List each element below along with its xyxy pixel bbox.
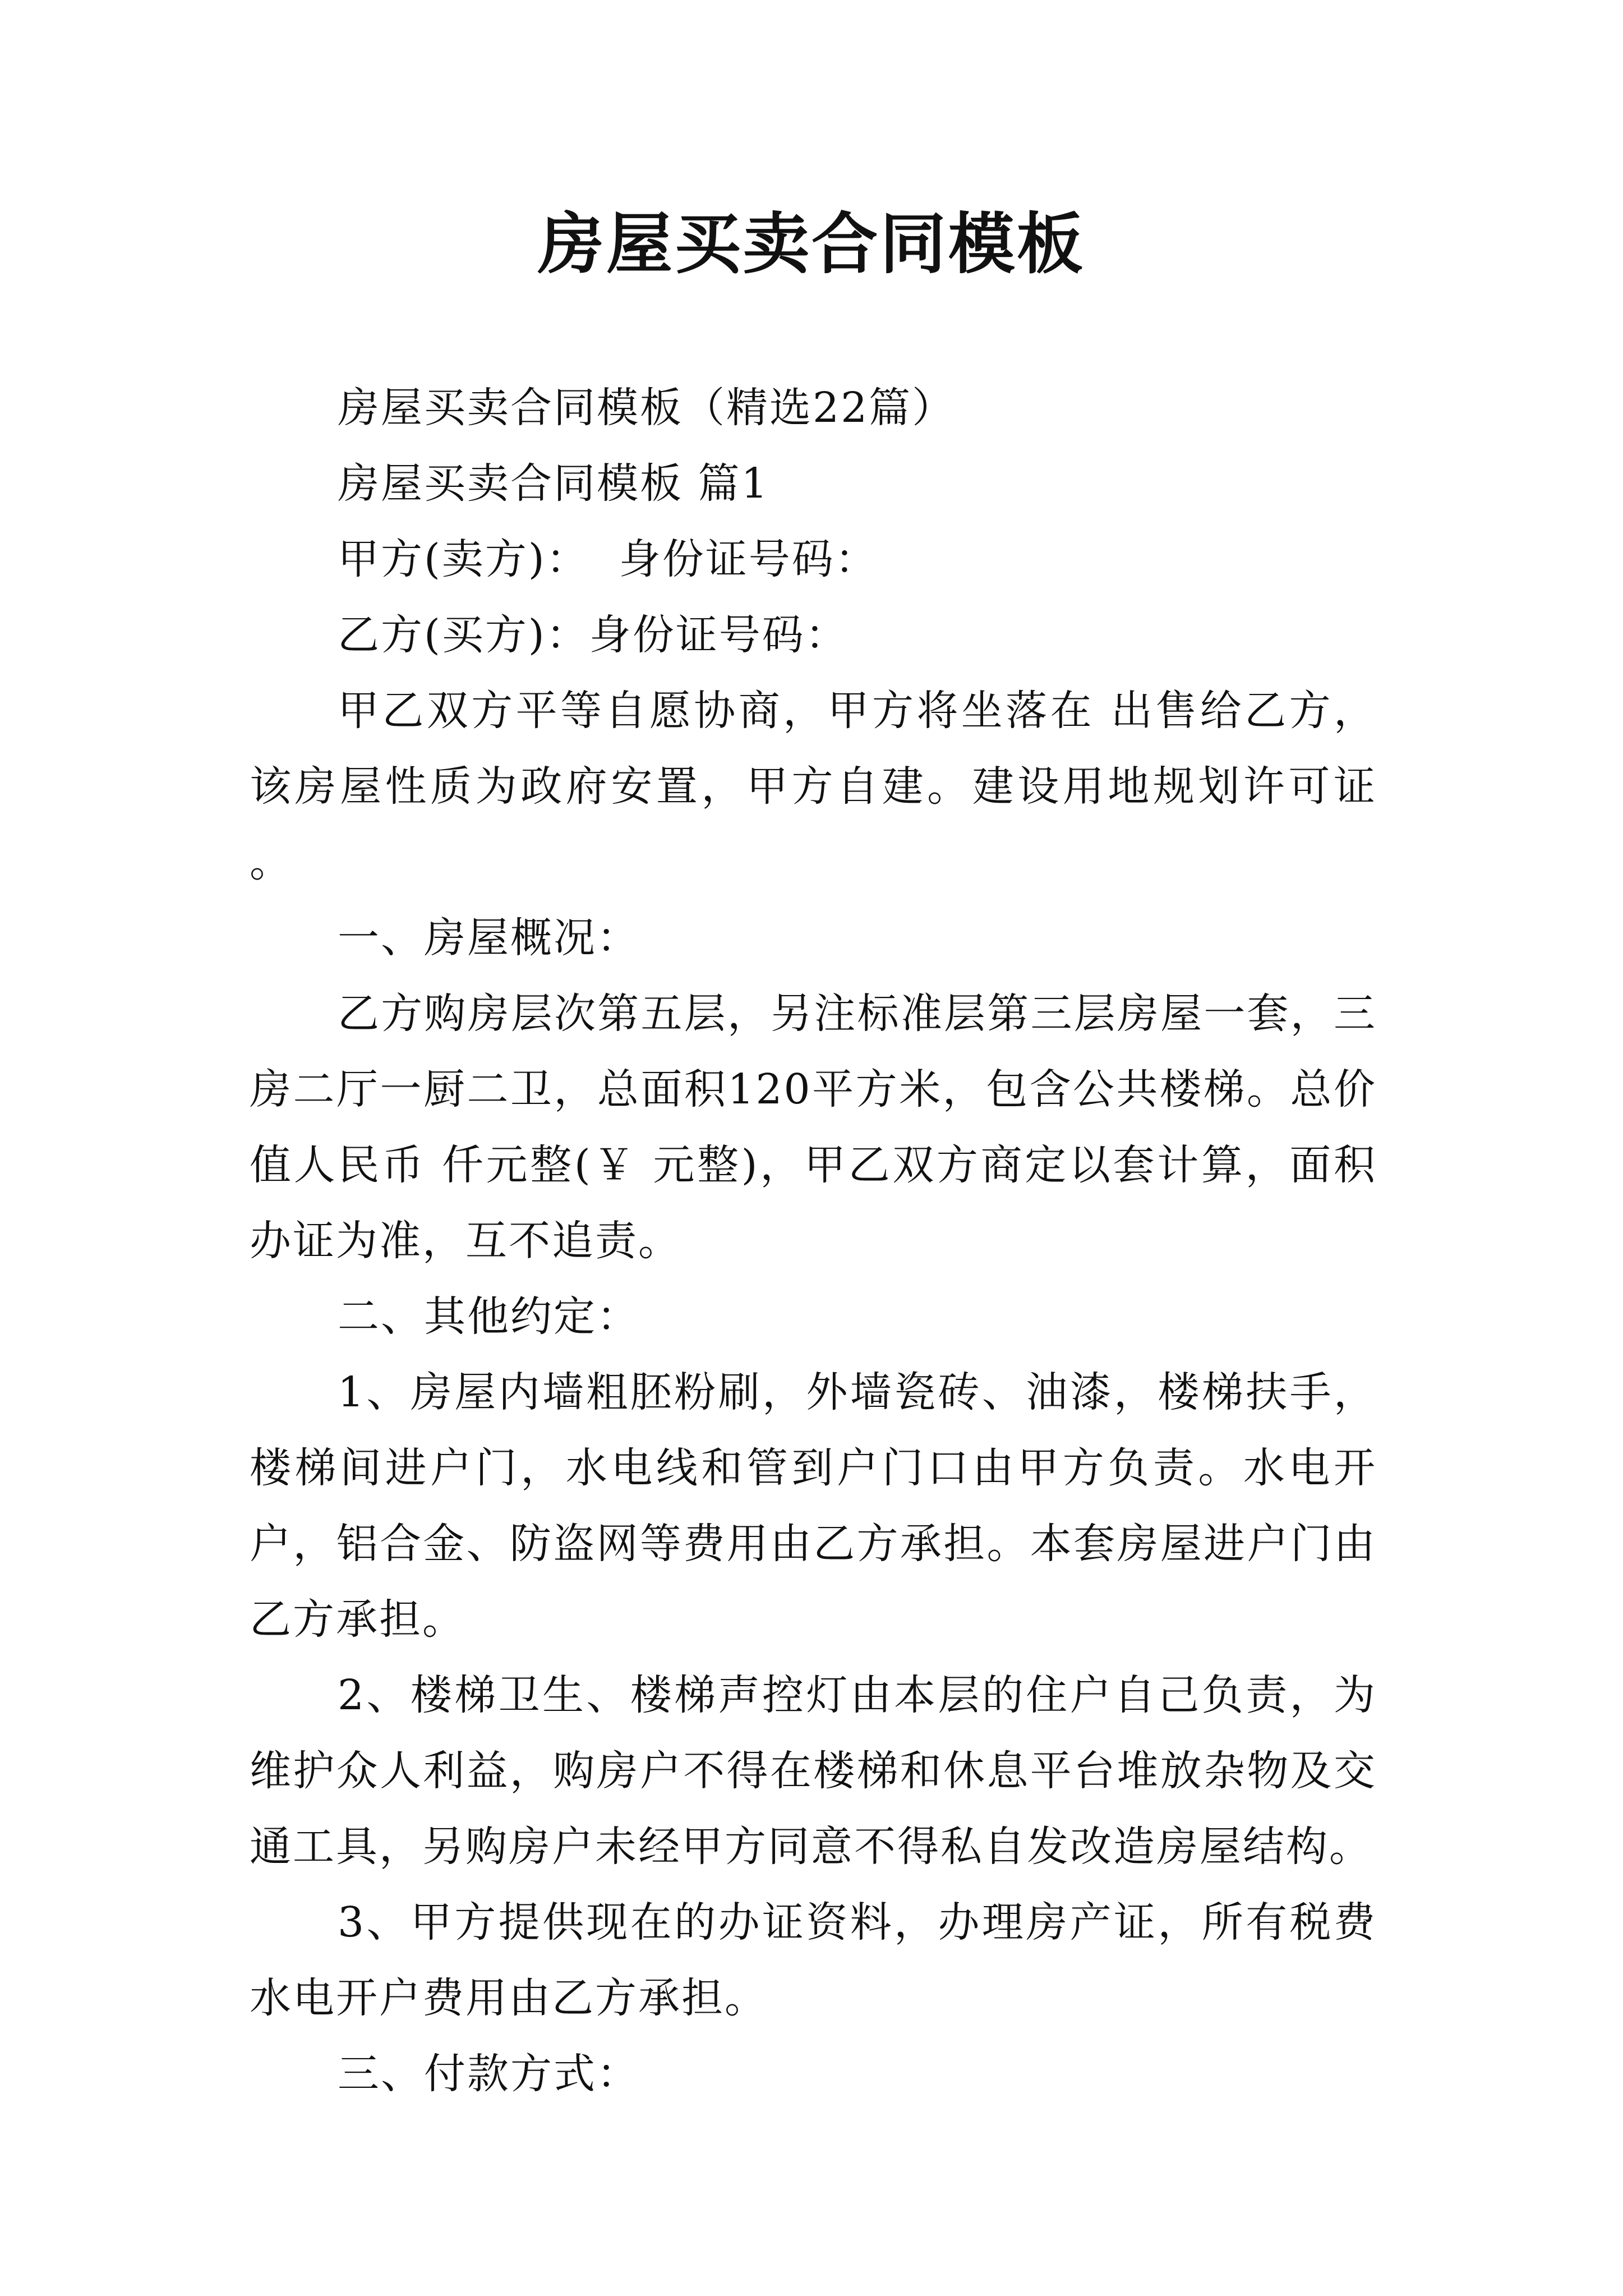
paragraph-clause-1: 1、房屋内墙粗胚粉刷，外墙瓷砖、油漆，楼梯扶手，楼梯间进户门，水电线和管到户门口由甲方负责。水电开户，铝合金、防盗网等费用由乙方承担。本套房屋进户门由乙方承担。	[250, 1368, 1377, 1644]
paragraph-heading-payment: 三、付款方式：	[338, 2050, 640, 2098]
document-title: 房屋买卖合同模板	[537, 205, 1085, 283]
paragraph-heading-overview: 一、房屋概况：	[338, 914, 640, 962]
paragraph-clause-2: 2、楼梯卫生、楼梯声控灯由本层的住户自己负责，为维护众人利益，购房户不得在楼梯和休息平台堆放杂物及交通工具，另购房户未经甲方同意不得私自发改造房屋结构。	[250, 1671, 1377, 1871]
paragraph-party-a: 甲方(卖方)： 身份证号码：	[338, 535, 878, 583]
paragraph-clause-3: 3、甲方提供现在的办证资料，办理房产证，所有税费水电开户费用由乙方承担。	[250, 1898, 1377, 2022]
paragraph-heading-collection: 房屋买卖合同模板（精选22篇）	[338, 384, 956, 432]
paragraph-heading-other: 二、其他约定：	[338, 1292, 640, 1341]
document-body	[250, 370, 1392, 2112]
paragraph-overview: 乙方购房层次第五层，另注标准层第三层房屋一套，三房二厅一厨二卫，总面积120平方米，包含公共楼梯。总价值人民币 仟元整(￥ 元整)，甲乙双方商定以套计算，面积办证为准，互不追责。	[250, 990, 1377, 1265]
paragraph-intro: 甲乙双方平等自愿协商，甲方将坐落在 出售给乙方，该房屋性质为政府安置，甲方自建。建设用地规划许可证 。	[250, 687, 1392, 886]
paragraph-party-b: 乙方(买方)：身份证号码：	[338, 611, 849, 659]
paragraph-section-title: 房屋买卖合同模板 篇1	[338, 459, 769, 508]
